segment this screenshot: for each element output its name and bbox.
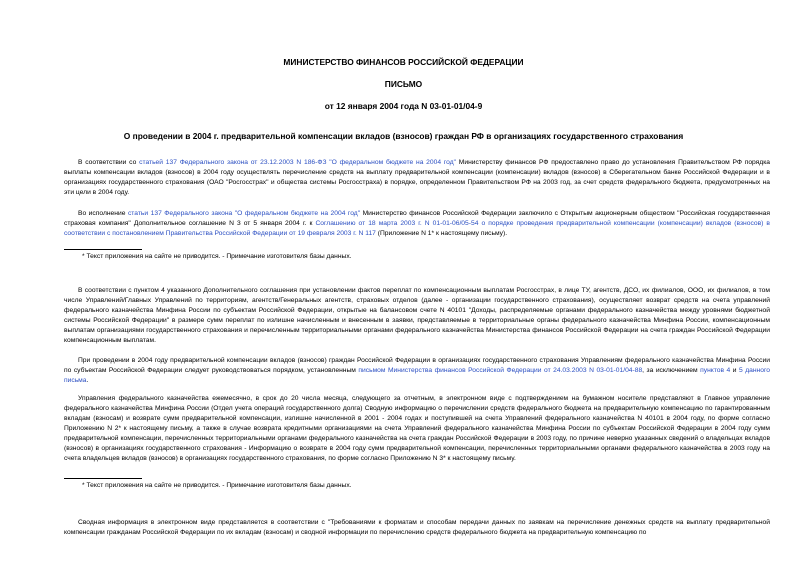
paragraph-text: , за исключением bbox=[642, 367, 701, 374]
paragraph-text: Сводная информация в электронном виде представляется в соответствии с "Требованиями к форматам и способам передачи данных по заявкам на перечисление денежных средств на выплату предварительной компенсации гражданам Российской Федерации по их вкладам (взносам) и сводной информации по перечислению средств федерального бюджета на предварительную компенсацию по bbox=[64, 519, 770, 536]
law-article-137-link-2[interactable]: статьи 137 Федерального закона "О федеральном бюджете на 2004 год" bbox=[127, 210, 361, 217]
ministry-heading: МИНИСТЕРСТВО ФИНАНСОВ РОССИЙСКОЙ ФЕДЕРАЦИИ bbox=[283, 57, 524, 67]
law-article-137-link[interactable]: статьей 137 Федерального закона от 23.12.2003 N 186-ФЗ "О федеральном бюджете на 2004 год" bbox=[139, 159, 456, 166]
paragraph-text: (Приложение N 1* к настоящему письму). bbox=[375, 230, 508, 237]
document-subject: О проведении в 2004 г. предварительной компенсации вкладов (взносов) граждан РФ в организациях государственного страхования bbox=[123, 131, 684, 141]
paragraph-text: Во исполнение bbox=[78, 210, 128, 217]
footnote-divider bbox=[64, 249, 142, 250]
paragraph-1 bbox=[64, 158, 770, 198]
paragraph-text: В соответствии с пунктом 4 указанного Дополнительного соглашения при установлении фактов переплат по компенсационным выплатам Росгосстрах, в лице ТУ, агентств, ДСО, их филиалов, ООО, их филиалов, в том числе Управлений/Главных Управлений по территориям, агентств/Генеральных агентств, страховых отделов (далее - организации государственного страхования), осуществляет возврат средств на счета управлений федерального казначейства Минфина России по субъектам Российской Федерации, открытые на балансовом счете N 40101 "Доходы, распределяемые органами федерального казначейства между уровнями бюджетной системы Российской Федерации" в размере сумм переплат по излишне начисленным и внесенным в заявки, представляемые в территориальные органы федерального казначейства Минфина России, компенсационным выплатам организациями государственного страхования и перечисленным территориальными органами федерального казначейства Министерства финансов Российской Федерации на счета граждан Российской Федерации компенсационным выплатам. bbox=[64, 287, 770, 344]
paragraph-text: и bbox=[730, 367, 740, 374]
items-4-link[interactable]: пунктов 4 bbox=[700, 367, 731, 374]
paragraph-text: . bbox=[86, 377, 89, 384]
paragraph-text: В соответствии со bbox=[78, 159, 140, 166]
paragraph-6 bbox=[64, 518, 770, 538]
paragraph-text: При проведении в 2004 году предварительной компенсации вкладов (взносов) граждан Российской Федерации в организациях государственного страхования Управлениям федерального казначейства Минфина России по субъектам Российской Федерации следует руководствоваться порядком, установленным bbox=[64, 357, 770, 374]
paragraph-text: Министерство финансов Российской Федерации заключило с Открытым акционерным обществом "Российская государственная страховая компания" Дополнительное соглашение N 3 от 5 января 2004 г. к bbox=[64, 210, 771, 227]
document-type: ПИСЬМО bbox=[384, 79, 423, 89]
ministry-letter-link[interactable]: письмом Министерства финансов Российской Федерации от 24.03.2003 N 03-01-01/04-88 bbox=[358, 367, 643, 374]
document-date-number: от 12 января 2004 года N 03-01-01/04-9 bbox=[324, 101, 483, 111]
agreement-link[interactable]: Соглашению от 18 марта 2003 г. N 01-01-06/05-54 о порядке проведения предварительной компенсации (компенсации) вкладов (взносов) в соответствии с постановлением Правительства Российской Федерации от 19 февраля 2003 г. N 117 bbox=[64, 220, 770, 237]
paragraph-text: Управления федерального казначейства ежемесячно, в срок до 20 числа месяца, следующего за отчетным, в электронном виде с подтверждением на бумажном носителе представляют в Главное управление федерального казначейства Минфина России (Отдел учета операций государственного долга) Сводную информацию о перечислении средств федерального бюджета на предварительную компенсацию по гарантированным вкладам (взносам) и возврате сумм предварительной компенсации, излишне начисленной в 2001 - 2004 годах и поступившей на счета Управлений федерального казначейства N 40101 в 2004 году, по форме согласно Приложению N 2* к настоящему письму, а также в случае возврата кредитными организациями на счета Управлений федерального казначейства Минфина России по субъектам Российской Федерации в 2004 году сумм предварительной компенсации, перечисленных территориальными органами федерального казначейства на счета граждан Российской Федерации в 2003 году, по причине неверно указанных сведений о владельцах вкладов (взносов) в организациях государственного страхования - Информацию о возврате в 2004 году сумм предварительной компенсации, перечисленных территориальными органами федерального казначейства в 2003 году на счета владельцев вкладов (взносов) в организациях государственного страхования, по форме согласно Приложению N 3* к настоящему письму. bbox=[64, 395, 770, 462]
paragraph-3 bbox=[64, 286, 770, 346]
footnote-divider-2 bbox=[64, 478, 142, 479]
footnote-2: * Текст приложения на сайте не приводится. - Примечание изготовителя базы данных. bbox=[82, 482, 352, 489]
paragraph-5 bbox=[64, 394, 770, 464]
paragraph-text: Министерству финансов РФ предоставлено право до установления Правительством РФ порядка выплаты компенсации вкладов (взносов) в 2004 году осуществлять перечисление средств на выплату предварительной компенсации (компенсации) вкладов (взносов) в Сберегательном банке Российской Федерации и в организациях государственного страхования (ОАО "Росгосстрах" и общества системы Росгосстраха) в порядке, определенном Правительством РФ на 2003 год, за счет средств федерального бюджета, предусмотренных на эти цели в 2004 году. bbox=[64, 159, 770, 196]
item-5-link[interactable]: 5 данного письма bbox=[64, 367, 770, 384]
footnote-1: * Текст приложения на сайте не приводится. - Примечание изготовителя базы данных. bbox=[82, 253, 352, 260]
paragraph-4 bbox=[64, 356, 770, 386]
paragraph-2 bbox=[64, 209, 770, 239]
